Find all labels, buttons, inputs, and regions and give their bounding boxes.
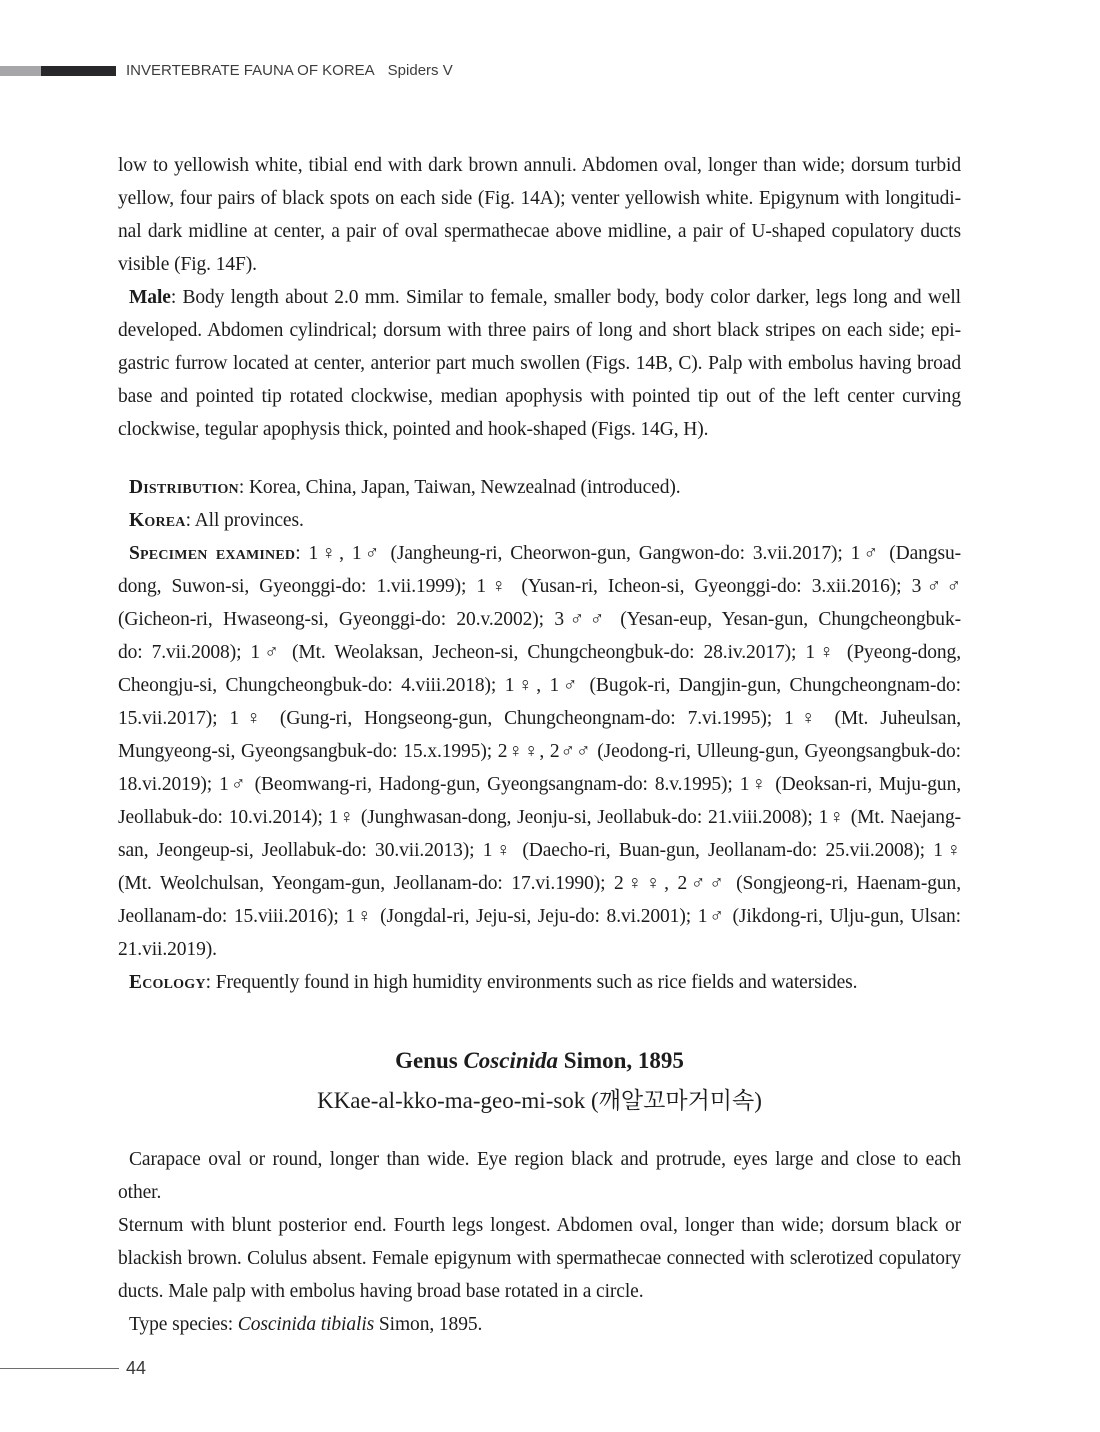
text-line (118, 1308, 961, 1341)
text-run: ducts. Male palp with embolus having broad base rotated in a circle. (118, 1281, 644, 1302)
running-header (0, 0, 1100, 90)
text-line (118, 1143, 961, 1209)
text-run: (Mt. Weolchulsan, Yeongam-gun, Jeollanam-do: 17.vi.1990); 2♀♀, 2♂♂ (Songjeong-ri, Haenam-gun, (118, 873, 961, 894)
running-header-titles (126, 63, 453, 79)
text-line (118, 347, 961, 380)
text-run: Coscinida tibialis (237, 1314, 375, 1335)
text-run: Simon, 1895 (558, 1048, 684, 1073)
text-line (118, 801, 961, 834)
text-run: blackish brown. Colulus absent. Female epigynum with spermathecae connected with sclerotized copulatory (118, 1248, 961, 1269)
genus-heading (118, 1041, 961, 1121)
text-line (118, 380, 961, 413)
text-line (118, 735, 961, 768)
text-line (118, 149, 961, 182)
text-run: gastric furrow located at center, anterior part much swollen (Figs. 14B, C). Palp with embolus having broad (118, 353, 961, 374)
genus-description-paragraph (118, 1143, 961, 1308)
text-run: yellow, four pairs of black spots on each side (Fig. 14A); venter yellowish white. Epigynum with longitudi- (118, 188, 961, 209)
text-line (118, 1209, 961, 1242)
text-run: : Korea, China, Japan, Taiwan, Newzealnad (introduced). (238, 477, 681, 498)
text-run: Cheongju-si, Chungcheongbuk-do: 4.viii.2018); 1♀, 1♂ (Bugok-ri, Dangjin-gun, Chungcheongnam-do: (118, 675, 961, 696)
text-line (118, 867, 961, 900)
text-line (118, 768, 961, 801)
text-run: Coscinida (463, 1048, 559, 1073)
text-run: Jeollabuk-do: 10.vi.2014); 1♀ (Junghwasan-dong, Jeonju-si, Jeollabuk-do: 21.viii.2008); 1♀ (Mt. Naejang- (118, 807, 961, 828)
text-run: developed. Abdomen cylindrical; dorsum with three pairs of long and short black stripes on each side; epi- (118, 320, 961, 341)
text-line (118, 933, 961, 966)
text-run: KKae-al-kko-ma-geo-mi-sok (깨알꼬마거미속) (317, 1088, 762, 1113)
text-run: Korea (129, 510, 186, 531)
text-run: : 1♀, 1♂ (Jangheung-ri, Cheorwon-gun, Gangwon-do: 3.vii.2017); 1♂ (Dangsu- (295, 543, 962, 564)
text-run: Simon, 1895. (374, 1314, 483, 1335)
text-line (118, 966, 961, 999)
text-run: dong, Suwon-si, Gyeonggi-do: 1.vii.1999); 1♀ (Yusan-ri, Icheon-si, Gyeonggi-do: 3.xii.2016); 3♂♂ (118, 576, 961, 597)
text-run: Carapace oval or round, longer than wide. Eye region black and protrude, eyes large and close to each other. (118, 1149, 961, 1203)
text-run: do: 7.vii.2008); 1♂ (Mt. Weolaksan, Jecheon-si, Chungcheongbuk-do: 28.iv.2017); 1♀ (Pyeong-dong, (118, 642, 961, 663)
text-line (118, 1081, 961, 1121)
header-bar-dark (41, 66, 116, 76)
text-line (118, 636, 961, 669)
text-line (118, 900, 961, 933)
text-line (118, 248, 961, 281)
text-line (118, 281, 961, 314)
book-title: INVERTEBRATE FAUNA OF KOREA (126, 62, 375, 79)
text-run: 18.vi.2019); 1♂ (Beomwang-ri, Hadong-gun, Gyeongsangnam-do: 8.v.1995); 1♀ (Deoksan-ri, Muju-gun, (118, 774, 961, 795)
text-line (118, 182, 961, 215)
text-line (118, 603, 961, 636)
text-run: nal dark midline at center, a pair of oval spermathecae above midline, a pair of U-shaped copulatory ducts (118, 221, 961, 242)
text-run: : All provinces. (185, 510, 304, 531)
text-run: (Gicheon-ri, Hwaseong-si, Gyeonggi-do: 20.v.2002); 3♂♂ (Yesan-eup, Yesan-gun, Chungcheongbuk- (118, 609, 961, 630)
text-line (118, 1242, 961, 1275)
text-line (118, 537, 961, 570)
text-run: san, Jeongeup-si, Jeollabuk-do: 30.vii.2013); 1♀ (Daecho-ri, Buan-gun, Jeollanam-do: 25.vii.2008); 1♀ (118, 840, 961, 861)
text-run: clockwise, tegular apophysis thick, pointed and hook-shaped (Figs. 14G, H). (118, 419, 709, 440)
text-run: 21.vii.2019). (118, 939, 217, 960)
male-description-paragraph (118, 281, 961, 446)
volume-title: Spiders V (387, 62, 453, 79)
text-line (118, 570, 961, 603)
text-run: base and pointed tip rotated clockwise, median apophysis with pointed tip out of the left center curving (118, 386, 961, 407)
type-species-line (118, 1308, 961, 1341)
text-run: Ecology (129, 972, 206, 993)
page-number: 44 (126, 1358, 147, 1378)
specimen-examined-paragraph (118, 537, 961, 966)
text-run: 15.vii.2017); 1♀ (Gung-ri, Hongseong-gun, Chungcheongnam-do: 7.vi.1995); 1♀ (Mt. Juheulsan, (118, 708, 961, 729)
text-line (118, 314, 961, 347)
text-run: visible (Fig. 14F). (118, 254, 257, 275)
text-line (118, 471, 961, 504)
text-line (118, 669, 961, 702)
footer-rule (0, 1368, 119, 1369)
text-line (118, 1275, 961, 1308)
distribution-line (118, 471, 961, 504)
ecology-line (118, 966, 961, 999)
page-content (118, 149, 961, 1341)
text-run: Sternum with blunt posterior end. Fourth legs longest. Abdomen oval, longer than wide; dorsum black or (118, 1215, 961, 1236)
header-bar-gray (0, 66, 41, 76)
text-run: Male (129, 287, 171, 308)
text-run: Distribution (129, 477, 239, 498)
text-run: : Frequently found in high humidity environments such as rice fields and watersides. (205, 972, 858, 993)
text-run: low to yellowish white, tibial end with dark brown annuli. Abdomen oval, longer than wide; dorsum turbid (118, 155, 961, 176)
text-run: Mungyeong-si, Gyeongsangbuk-do: 15.x.1995); 2♀♀, 2♂♂ (Jeodong-ri, Ulleung-gun, Gyeongsangbuk-do: (118, 741, 961, 762)
text-run: Type species: (129, 1314, 238, 1335)
text-run: Specimen examined (129, 543, 296, 564)
text-line (118, 702, 961, 735)
text-line (118, 834, 961, 867)
continued-paragraph (118, 149, 961, 281)
text-line (118, 1041, 961, 1081)
text-line (118, 215, 961, 248)
text-run: : Body length about 2.0 mm. Similar to female, smaller body, body color darker, legs long and well (170, 287, 961, 308)
text-line (118, 413, 961, 446)
text-run: Jeollanam-do: 15.viii.2016); 1♀ (Jongdal-ri, Jeju-si, Jeju-do: 8.vi.2001); 1♂ (Jikdong-ri, Ulju-gun, Ulsan: (118, 906, 961, 927)
text-run: Genus (395, 1048, 464, 1073)
text-line (118, 504, 961, 537)
korea-line (118, 504, 961, 537)
